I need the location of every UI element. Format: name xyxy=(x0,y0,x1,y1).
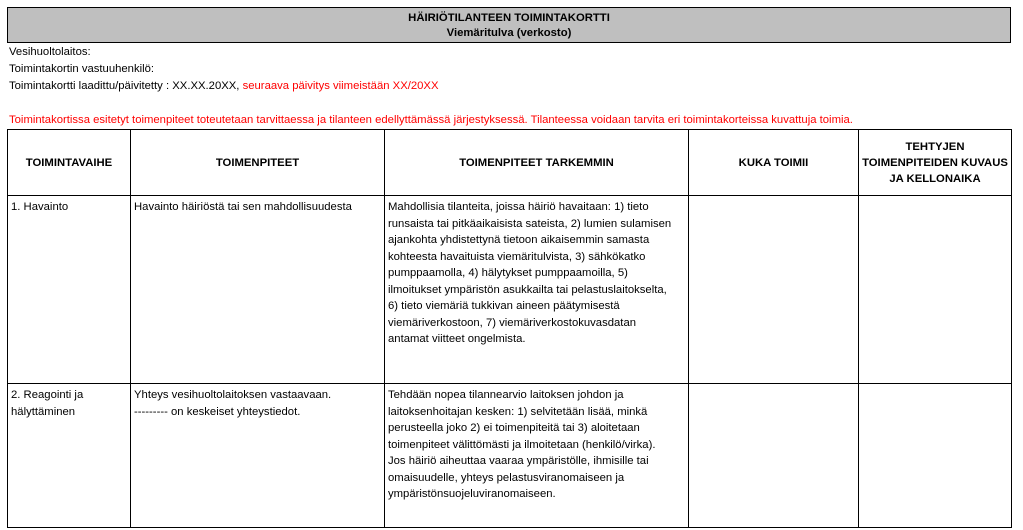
details-line: pumppaamolla, 4) hälytykset pumppaamoilla, 5) xyxy=(388,267,628,279)
responsible-label: Toimintakortin vastuuhenkilö: xyxy=(9,63,155,75)
details-line: laitoksenhoitajan kesken: 1) selvitetään lisää, minkä xyxy=(388,405,648,418)
details-line: perusteella joko 2) ei toimenpiteitä tai 3) aloitetaan xyxy=(388,422,640,434)
actions-cell xyxy=(131,196,385,384)
utility-label: Vesihuoltolaitos: xyxy=(9,46,91,58)
done-cell[interactable] xyxy=(859,196,1012,384)
prepared-label: Toimintakortti laadittu/päivitetty : XX.XX.20XX, xyxy=(9,80,240,92)
actions-cell xyxy=(131,384,385,528)
details-line: ilmoitukset ympäristön asukkailta tai pelastuslaitokselta, xyxy=(388,283,667,296)
table-row xyxy=(8,384,1012,528)
details-line: antamat viitteet ongelmista. xyxy=(388,333,526,345)
table-header-row xyxy=(8,130,1012,196)
card-header xyxy=(7,7,1011,43)
details-line: ympäristönsuojeluviranomaiseen. xyxy=(388,488,556,500)
details-line: ajankohta yhdistettynä tietoon aikaisemmin samasta xyxy=(388,234,650,246)
details-line: 6) tieto viemäriä tukkivan aineen päätymisestä xyxy=(388,300,620,312)
details-cell xyxy=(385,384,689,528)
details-line: Tehdään nopea tilannearvio laitoksen johdon ja xyxy=(388,389,624,401)
details-line: Mahdollisia tilanteita, joissa häiriö havaitaan: 1) tieto xyxy=(388,201,649,213)
card-title: HÄIRIÖTILANTEEN TOIMINTAKORTTI xyxy=(408,12,610,24)
phase-line: hälyttäminen xyxy=(11,405,76,418)
details-line: viemäriverkostoon, 7) viemäriverkostokuvasdatan xyxy=(388,316,637,329)
done-cell[interactable] xyxy=(859,384,1012,528)
who-cell[interactable] xyxy=(689,196,859,384)
column-header-actions: TOIMENPITEET xyxy=(131,130,385,196)
details-line: runsaista tai pitkäaikaisista sateista, 2) lumien sulamisen xyxy=(388,217,672,230)
instruction-note: Toimintakortissa esitetyt toimenpiteet toteutetaan tarvittaessa ja tilanteen edellyttämässä järjestyksessä. Tilanteessa voidaan tarvita eri toimintakorteissa kuvattuja toimia. xyxy=(9,114,853,126)
phase-cell: 1. Havainto xyxy=(8,196,131,384)
column-header-done xyxy=(859,130,1012,196)
actions-line: Yhteys vesihuoltolaitoksen vastaavaan. xyxy=(134,389,332,401)
details-line: omaisuudelle, yhteys pelastusviranomaiseen ja xyxy=(388,471,625,484)
next-update-note: seuraava päivitys viimeistään XX/20XX xyxy=(239,80,439,92)
phase-cell xyxy=(8,384,131,528)
prepared-line xyxy=(9,78,439,94)
column-header-done-line: JA KELLONAIKA xyxy=(889,172,981,185)
card-subtitle: Viemäritulva (verkosto) xyxy=(446,27,572,39)
details-cell xyxy=(385,196,689,384)
action-table xyxy=(7,129,1012,528)
actions-line: --------- on keskeiset yhteystiedot. xyxy=(134,405,301,418)
who-cell[interactable] xyxy=(689,384,859,528)
table-row xyxy=(8,196,1012,384)
column-header-done-line: TOIMENPITEIDEN KUVAUS xyxy=(862,156,1008,169)
phase-line: 2. Reagointi ja xyxy=(11,389,84,401)
column-header-done-line: TEHTYJEN xyxy=(905,140,965,153)
actions-line: Havainto häiriöstä tai sen mahdollisuudesta xyxy=(134,201,352,213)
details-line: Jos häiriö aiheuttaa vaaraa ympäristölle, ihmisille tai xyxy=(388,455,649,467)
column-header-phase: TOIMINTAVAIHE xyxy=(8,130,131,196)
column-header-who: KUKA TOIMII xyxy=(689,130,859,196)
details-line: toimenpiteet välittömästi ja ilmoitetaan (henkilö/virka). xyxy=(388,438,656,451)
column-header-details: TOIMENPITEET TARKEMMIN xyxy=(385,130,689,196)
details-line: kohteesta havaituista viemäritulvista, 3) sähkökatko xyxy=(388,250,646,263)
